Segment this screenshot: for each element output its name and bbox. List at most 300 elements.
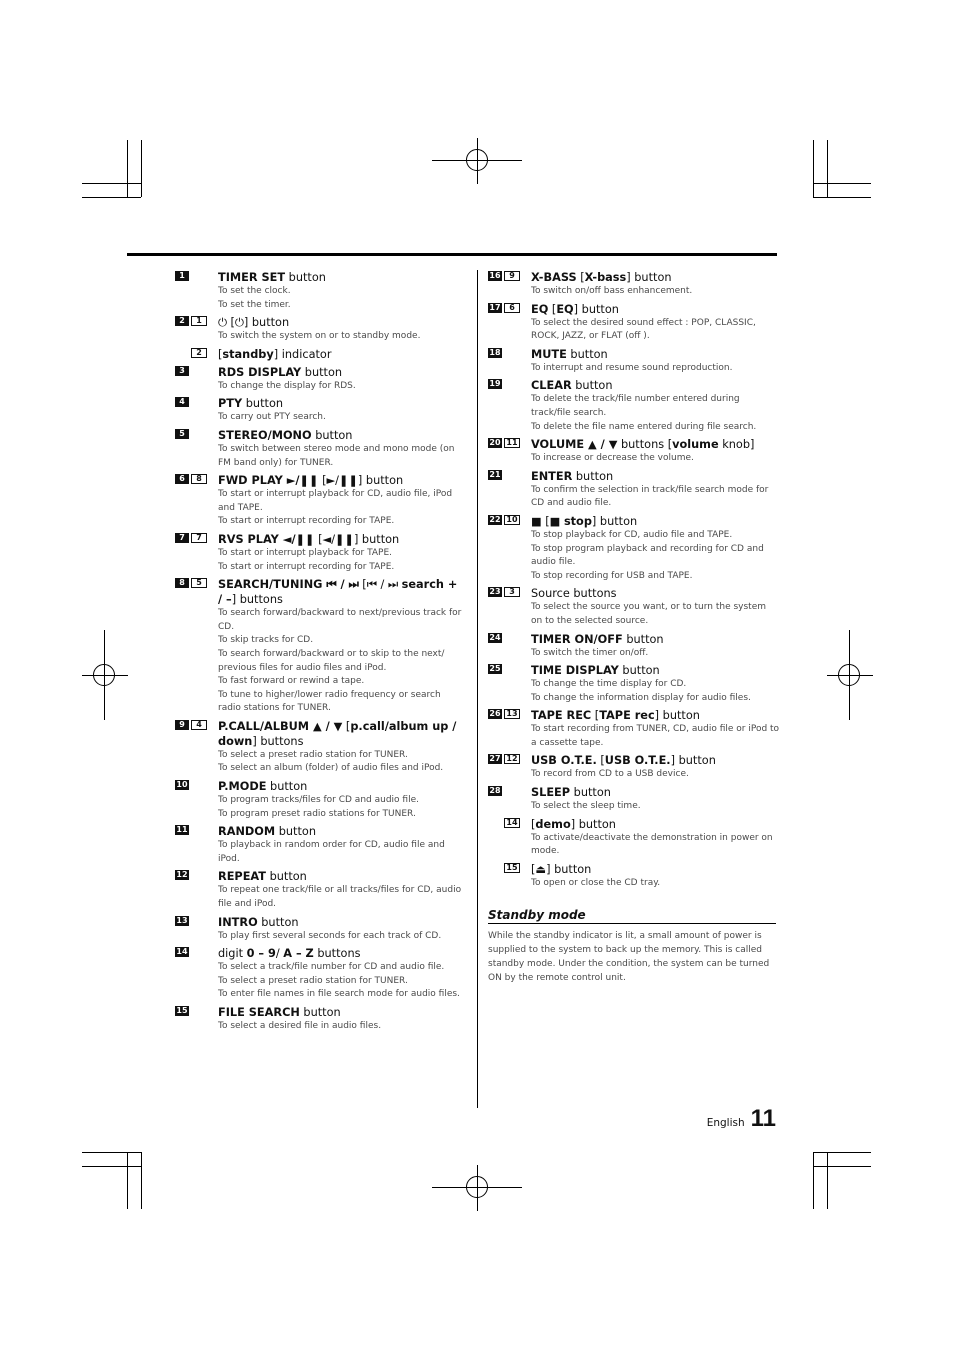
control-description — [531, 800, 780, 814]
title-part: TIMER SET — [218, 271, 286, 284]
title-part: RDS DISPLAY — [218, 365, 302, 379]
control-description — [531, 393, 780, 434]
right-item-list — [488, 270, 780, 890]
title-part: RVS PLAY ◄/❚❚ — [218, 532, 315, 546]
description-line: To change the display for RDS. — [218, 380, 356, 391]
main-unit-number-badge: 27 — [489, 754, 501, 764]
description-line: To stop recording for USB and TAPE. — [531, 570, 693, 581]
title-part: ⏻ [⏻] button — [218, 316, 290, 330]
control-item — [488, 753, 780, 782]
number-badges — [175, 1006, 189, 1016]
control-description — [531, 877, 780, 891]
title-part: USB O.T.E. — [604, 754, 671, 768]
main-unit-number-badge: 5 — [175, 429, 189, 439]
title-part: EQ — [531, 302, 549, 316]
control-item — [488, 785, 780, 814]
control-description — [218, 380, 465, 394]
number-badges — [488, 786, 502, 796]
description-line: To start recording from TUNER, CD, audio file or iPod to a cassette tape. — [531, 724, 780, 748]
title-part: button — [265, 870, 307, 884]
main-unit-number-badge: 6 — [175, 474, 189, 484]
title-part: ] button — [573, 302, 619, 316]
title-part: digit — [218, 947, 247, 961]
control-title — [531, 514, 780, 529]
description-line: To search forward/backward or to skip to the next/ previous files for audio files and iPod. — [218, 648, 445, 673]
description-line: To playback in random order for CD, audio file and iPod. — [218, 840, 445, 864]
title-part: SEARCH/TUNING ⏮ / ⏭ — [218, 578, 359, 592]
description-line: To enter file names in file search mode for audio files. — [218, 989, 460, 1000]
left-column — [175, 270, 465, 1037]
control-title — [218, 428, 465, 443]
number-badges — [175, 916, 189, 926]
title-part: VOLUME ▲ / ▼ — [531, 438, 618, 452]
control-item — [175, 1005, 465, 1034]
control-description — [218, 411, 465, 425]
title-part: [►/❚❚] button — [318, 474, 404, 488]
remote-number-badge: 7 — [191, 533, 207, 543]
number-badges — [488, 438, 520, 448]
description-line: To stop program playback and recording for CD and audio file. — [531, 543, 764, 568]
number-badges — [175, 316, 207, 326]
control-item — [175, 719, 465, 776]
title-part: button — [257, 915, 299, 929]
main-unit-number-badge: 23 — [489, 587, 501, 597]
number-badges — [488, 303, 520, 313]
description-line: To switch the system on or to standby mode. — [218, 331, 421, 342]
description-line: To start or interrupt playback for TAPE. — [218, 547, 393, 558]
number-badges — [175, 348, 207, 358]
control-item — [175, 946, 465, 1002]
control-description — [218, 749, 465, 776]
title-part: ] indicator — [273, 347, 332, 361]
control-description — [531, 285, 780, 299]
control-item — [488, 708, 780, 750]
control-description — [218, 443, 465, 470]
description-line: To confirm the selection in track/file search mode for CD and audio file. — [531, 484, 769, 509]
title-part: button — [275, 825, 316, 839]
number-badges — [175, 870, 189, 880]
description-line: To program preset radio stations for TUNER. — [218, 808, 416, 819]
control-description — [218, 285, 465, 312]
description-line: To play first several seconds for each track of CD. — [218, 930, 442, 941]
main-unit-number-badge: 12 — [176, 870, 188, 880]
control-item — [175, 347, 465, 362]
title-part: button — [622, 632, 664, 646]
control-item — [488, 663, 780, 705]
title-part: X-BASS — [531, 271, 577, 284]
control-title — [531, 347, 780, 362]
description-line: To select a desired file in audio files. — [218, 1021, 382, 1031]
control-description — [531, 647, 780, 661]
control-description — [531, 832, 780, 859]
title-part: MUTE — [531, 347, 567, 361]
control-title — [218, 577, 465, 607]
control-title — [218, 1005, 465, 1020]
title-part: ■ [■ — [531, 514, 564, 528]
title-part: A – Z — [283, 947, 314, 961]
control-item — [175, 473, 465, 529]
title-part: USB O.T.E. — [531, 754, 597, 768]
main-unit-number-badge: 21 — [489, 469, 501, 479]
control-title — [218, 396, 465, 411]
main-unit-number-badge: 16 — [489, 271, 501, 280]
description-line: To program tracks/files for CD and audio file. — [218, 795, 419, 806]
control-title — [218, 473, 465, 488]
title-part: button — [571, 379, 613, 393]
title-part: [◄/❚❚] button — [314, 532, 400, 546]
control-title — [218, 824, 465, 839]
title-part: ] buttons — [231, 593, 283, 607]
description-line: To select the source you want, or to turn the system on to the selected source. — [531, 602, 767, 626]
main-unit-number-badge: 9 — [175, 720, 189, 730]
control-description — [218, 884, 465, 911]
title-part: [ — [342, 719, 351, 733]
control-description — [531, 317, 780, 344]
main-unit-number-badge: 26 — [489, 709, 501, 719]
description-line: To select a preset radio station for TUNER. — [218, 749, 408, 760]
main-unit-number-badge: 7 — [175, 533, 189, 543]
number-badges — [488, 348, 502, 358]
number-badges — [488, 709, 520, 719]
control-title — [531, 270, 780, 285]
title-part: buttons [ — [617, 438, 673, 452]
control-title — [531, 663, 780, 678]
title-part: [⏏] button — [531, 862, 592, 876]
main-unit-number-badge: 2 — [175, 316, 189, 326]
title-part: [⏮ / ⏭ — [358, 578, 402, 592]
remote-number-badge: 1 — [191, 316, 207, 326]
title-part: SLEEP — [531, 786, 571, 800]
description-line: To record from CD to a USB device. — [531, 769, 689, 780]
remote-number-badge: 4 — [191, 720, 207, 730]
description-line: To set the clock. — [218, 286, 291, 296]
description-line: To select a preset radio station for TUNER. — [218, 975, 408, 986]
control-description — [218, 330, 465, 344]
title-part: Source buttons — [531, 587, 617, 601]
control-description — [531, 768, 780, 782]
control-item — [488, 469, 780, 511]
remote-number-badge: 3 — [504, 587, 520, 597]
control-description — [531, 452, 780, 466]
title-part: [ — [596, 754, 605, 768]
title-part: TIME DISPLAY — [531, 664, 619, 678]
title-part: ] button — [591, 514, 638, 528]
control-item — [175, 532, 465, 574]
title-part: ] button — [654, 709, 700, 723]
description-line: To fast forward or rewind a tape. — [218, 676, 365, 687]
number-badges — [488, 863, 520, 873]
control-description — [218, 547, 465, 574]
control-title — [531, 862, 780, 877]
description-line: To switch on/off bass enhancement. — [531, 286, 693, 296]
title-part: RANDOM — [218, 825, 276, 839]
description-line: To select an album (folder) of audio files and iPod. — [218, 763, 444, 774]
control-item — [488, 862, 780, 891]
title-part: TAPE rec — [599, 709, 655, 723]
title-part: P.MODE — [218, 780, 267, 794]
main-unit-number-badge: 4 — [175, 397, 189, 407]
control-description — [218, 839, 465, 866]
control-title — [218, 719, 465, 749]
description-line: To tune to higher/lower radio frequency or search radio stations for TUNER. — [218, 689, 441, 714]
title-part: standby — [222, 347, 274, 361]
description-line: To switch the timer on/off. — [531, 647, 649, 658]
control-title — [218, 365, 465, 380]
title-part: ] buttons — [252, 734, 304, 748]
control-description — [531, 529, 780, 583]
remote-number-badge: 6 — [504, 303, 520, 313]
description-line: To interrupt and resume sound reproduction. — [531, 362, 733, 373]
description-line: To delete the track/file number entered during track/file search. — [531, 394, 740, 418]
number-badges — [488, 379, 502, 389]
control-item — [488, 632, 780, 661]
description-line: To delete the file name entered during file search. — [531, 421, 757, 432]
control-item — [175, 915, 465, 944]
description-line: To carry out PTY search. — [218, 412, 326, 423]
standby-mode-title: Standby mode — [488, 908, 776, 924]
title-part: button — [566, 347, 608, 361]
header-rule — [127, 253, 777, 256]
control-title — [218, 315, 465, 330]
main-unit-number-badge: 24 — [489, 632, 501, 642]
title-part: button — [311, 428, 353, 442]
number-badges — [488, 587, 520, 597]
number-badges — [488, 271, 520, 281]
main-unit-number-badge: 18 — [489, 347, 501, 357]
description-line: To repeat one track/file or all tracks/files for CD, audio file and iPod. — [218, 885, 462, 910]
control-title — [218, 270, 465, 285]
remote-number-badge: 5 — [191, 578, 207, 588]
title-part: 0 – 9 — [246, 947, 276, 961]
main-unit-number-badge: 1 — [175, 271, 189, 281]
remote-number-badge: 13 — [504, 709, 520, 719]
control-title — [218, 347, 465, 362]
main-unit-number-badge: 25 — [489, 664, 501, 674]
main-unit-number-badge: 3 — [175, 366, 189, 376]
control-item — [175, 779, 465, 821]
number-badges — [488, 470, 502, 480]
number-badges — [488, 754, 520, 764]
number-badges — [175, 366, 189, 376]
title-part: button — [618, 664, 660, 678]
column-divider — [477, 270, 478, 1108]
main-unit-number-badge: 22 — [489, 514, 501, 524]
number-badges — [175, 578, 207, 588]
title-part: button — [242, 397, 284, 411]
control-title — [531, 469, 780, 484]
control-description — [531, 601, 780, 628]
control-title — [218, 779, 465, 794]
control-item — [488, 437, 780, 466]
description-line: To set the timer. — [218, 299, 291, 310]
control-item — [488, 378, 780, 434]
number-badges — [488, 664, 502, 674]
description-line: To search forward/backward to next/previous track for CD. — [218, 608, 462, 632]
control-description — [218, 488, 465, 529]
main-unit-number-badge: 11 — [176, 825, 188, 835]
title-part: X-bass — [584, 271, 627, 284]
remote-number-badge: 8 — [191, 474, 207, 484]
title-part: TAPE REC — [531, 709, 592, 723]
title-part: stop — [563, 514, 592, 528]
description-line: To select the sleep time. — [531, 801, 641, 812]
control-description — [531, 362, 780, 376]
description-line: To start or interrupt recording for TAPE. — [218, 516, 395, 527]
control-title — [531, 632, 780, 647]
number-badges — [488, 515, 520, 525]
description-line: To select the desired sound effect : POP, CLASSIC, ROCK, JAZZ, or FLAT (off ). — [531, 317, 756, 342]
title-part: REPEAT — [218, 870, 266, 884]
main-unit-number-badge: 13 — [176, 915, 188, 925]
main-unit-number-badge: 14 — [176, 947, 188, 957]
control-item — [175, 270, 465, 312]
control-title — [218, 946, 465, 961]
title-part: button — [570, 786, 611, 800]
title-part: button — [266, 780, 308, 794]
number-badges — [488, 633, 502, 643]
control-item — [175, 396, 465, 425]
number-badges — [175, 947, 189, 957]
number-badges — [488, 818, 520, 828]
control-item — [488, 270, 780, 299]
control-item — [175, 365, 465, 394]
title-part: button — [572, 469, 614, 483]
control-title — [531, 437, 780, 452]
number-badges — [175, 720, 207, 730]
remote-number-badge: 2 — [191, 348, 207, 358]
control-description — [218, 607, 465, 716]
description-line: To start or interrupt playback for CD, audio file, iPod and TAPE. — [218, 489, 453, 513]
control-description — [218, 930, 465, 944]
number-badges — [175, 780, 189, 790]
title-part: TIMER ON/OFF — [531, 632, 623, 646]
title-part: ENTER — [531, 469, 573, 483]
control-item — [175, 824, 465, 866]
control-item — [488, 347, 780, 376]
control-item — [488, 302, 780, 344]
control-item — [488, 817, 780, 859]
title-part: FWD PLAY ►/❚❚ — [218, 474, 319, 488]
title-part: / — [275, 947, 284, 961]
description-line: To skip tracks for CD. — [218, 635, 314, 646]
control-title — [218, 915, 465, 930]
main-unit-number-badge: 19 — [489, 379, 501, 389]
title-part: ] button — [626, 271, 672, 284]
control-title — [218, 532, 465, 547]
title-part: button — [285, 271, 326, 284]
control-title — [531, 785, 780, 800]
main-unit-number-badge: 20 — [489, 438, 501, 448]
footer-language: English — [706, 1117, 745, 1129]
title-part: FILE SEARCH — [218, 1006, 300, 1019]
number-badges — [175, 474, 207, 484]
page-footer — [707, 1105, 776, 1133]
description-line: To open or close the CD tray. — [531, 877, 661, 888]
number-badges — [175, 533, 207, 543]
description-line: To activate/deactivate the demonstration in power on mode. — [531, 832, 773, 857]
title-part: STEREO/MONO — [218, 428, 312, 442]
title-part: [ — [218, 347, 223, 361]
title-part: INTRO — [218, 915, 258, 929]
number-badges — [175, 271, 189, 281]
control-title — [531, 817, 780, 832]
remote-number-badge: 10 — [504, 515, 520, 525]
control-title — [531, 586, 780, 601]
description-line: To change the information display for audio files. — [531, 692, 751, 703]
title-part: [ — [531, 817, 536, 831]
description-line: To start or interrupt recording for TAPE. — [218, 561, 395, 572]
control-description — [218, 794, 465, 821]
remote-number-badge: 15 — [504, 863, 520, 873]
control-item — [488, 586, 780, 628]
title-part: p.call/album up / down — [218, 719, 457, 748]
main-unit-number-badge: 8 — [175, 578, 189, 588]
description-line: To stop playback for CD, audio file and TAPE. — [531, 529, 733, 540]
title-part: ] button — [670, 754, 716, 768]
title-part: [ — [591, 709, 600, 723]
description-line: To increase or decrease the volume. — [531, 453, 694, 464]
control-item — [488, 514, 780, 583]
main-unit-number-badge: 10 — [176, 780, 188, 790]
main-unit-number-badge: 15 — [176, 1006, 188, 1015]
main-unit-number-badge: 28 — [489, 786, 501, 796]
control-item — [175, 428, 465, 470]
title-part: search + / – — [218, 578, 458, 607]
remote-number-badge: 9 — [504, 271, 520, 281]
control-description — [531, 723, 780, 750]
description-line: To switch between stereo mode and mono mode (on FM band only) for TUNER. — [218, 443, 455, 468]
title-part: ] button — [570, 817, 616, 831]
title-part: demo — [535, 817, 571, 831]
title-part: [ — [548, 302, 557, 316]
control-title — [531, 753, 780, 768]
control-description — [531, 678, 780, 705]
right-column — [488, 270, 780, 985]
page-number: 11 — [750, 1105, 776, 1132]
control-description — [531, 484, 780, 511]
title-part: [ — [576, 271, 585, 284]
control-description — [218, 961, 465, 1002]
number-badges — [175, 825, 189, 835]
control-title — [531, 708, 780, 723]
control-item — [175, 577, 465, 716]
title-part: buttons — [313, 947, 361, 961]
title-part: knob] — [718, 438, 755, 452]
title-part: button — [301, 365, 343, 379]
main-unit-number-badge: 17 — [489, 302, 501, 312]
title-part: EQ — [556, 302, 574, 316]
control-title — [531, 302, 780, 317]
number-badges — [175, 429, 189, 439]
title-part: P.CALL/ALBUM ▲ / ▼ — [218, 719, 343, 733]
remote-number-badge: 12 — [504, 754, 520, 764]
control-item — [175, 869, 465, 911]
control-title — [218, 869, 465, 884]
control-title — [531, 378, 780, 393]
title-part: button — [299, 1006, 341, 1019]
description-line: To change the time display for CD. — [531, 679, 687, 690]
remote-number-badge: 14 — [504, 818, 520, 828]
standby-mode-text: While the standby indicator is lit, a small amount of power is supplied to the system to back up the memory. This is called standby mode. Under the condition, the system can be turned ON by the remote control unit. — [488, 931, 770, 984]
title-part: PTY — [218, 397, 243, 411]
title-part: volume — [672, 438, 719, 452]
control-description — [218, 1020, 465, 1034]
remote-number-badge: 11 — [504, 438, 520, 448]
title-part: CLEAR — [531, 379, 572, 393]
description-line: To select a track/file number for CD and audio file. — [218, 962, 445, 973]
control-item — [175, 315, 465, 344]
number-badges — [175, 397, 189, 407]
